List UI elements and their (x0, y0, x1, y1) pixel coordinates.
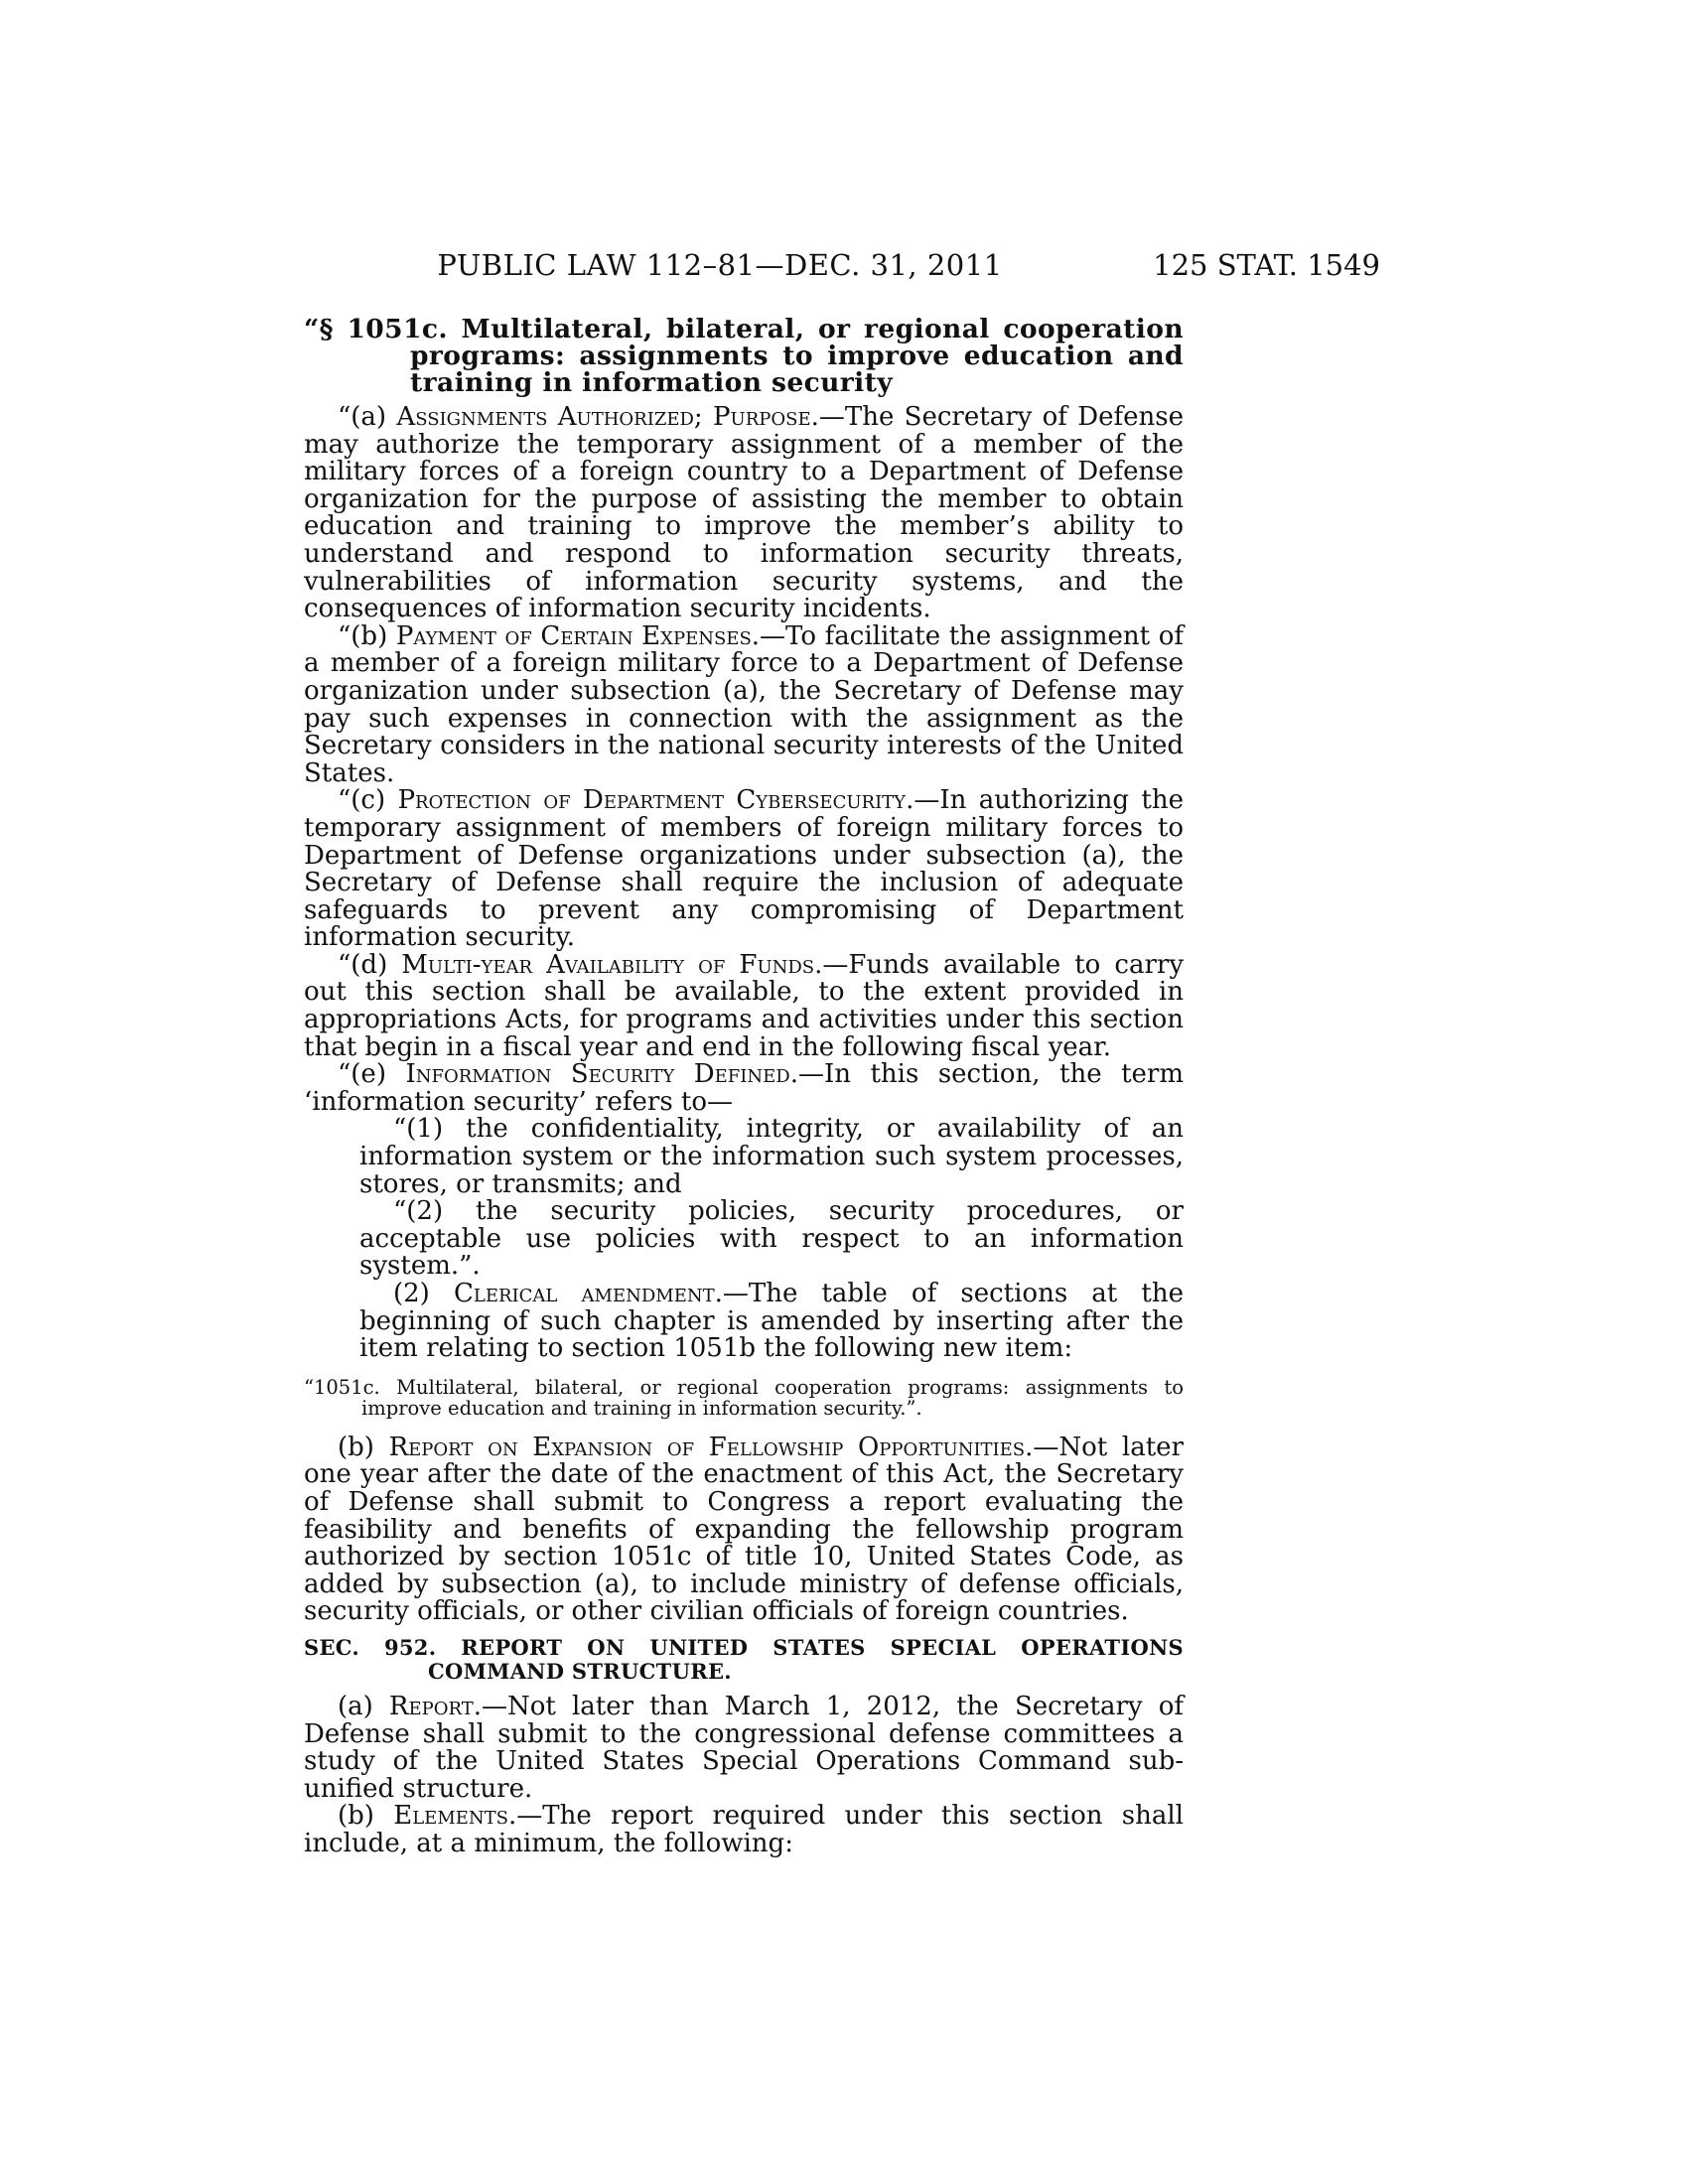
statute-page-number: 125 STAT. 1549 (1153, 248, 1380, 282)
document-body (304, 316, 1184, 1858)
section-952-title: SEC. 952. REPORT ON UNITED STATES SPECIAL OPERATIONS COMMAND STRUCTURE. (304, 1634, 1184, 1684)
report-fellowship-opportunities: (b) Report on Expansion of Fellowship Opportunities.—Not later one year after the date of the enactment of this Act, the Secretary of Defense shall submit to Congress a report evaluating the feasibility and benefits of expanding the fellowship program authorized by section 1051c of title 10, United States Code, as added by subsection (a), to include ministry of defense officials, security officials, or other civilian officials of foreign countries. (304, 1432, 1184, 1627)
paragraph-e2: “(2) the security policies, security procedures, or acceptable use policies with respect to an information system.”. (359, 1196, 1184, 1282)
subsection-c-cybersecurity: “(c) Protection of Department Cybersecurity.—In authorizing the temporary assignment of members of foreign military forces to Department of Defense organizations under subsection (a), the Secretary of Defense shall require the inclusion of adequate safeguards to prevent any compromising of Department information security. (304, 785, 1185, 953)
table-of-sections-item: “1051c. Multilateral, bilateral, or regional cooperation programs: assignments to improve education and training in information security.”. (304, 1375, 1184, 1420)
clerical-amendment: (2) Clerical amendment.—The table of sections at the beginning of such chapter is amended by inserting after the item relating to section 1051b the following new item: (359, 1279, 1184, 1364)
page-header (417, 248, 1380, 288)
section-952-subsection-b: (b) Elements.—The report required under this section shall include, at a minimum, the following: (304, 1801, 1184, 1858)
subsection-e-definition: “(e) Information Security Defined.—In this section, the term ‘information security’ refers to— (304, 1059, 1185, 1117)
subsection-a-assignments: “(a) Assignments Authorized; Purpose.—The Secretary of Defense may authorize the temporary assignment of a member of the military forces of a foreign country to a Department of Defense organization for the purpose of assisting the member to obtain education and training to improve the member’s ability to understand and respond to information security threats, vulnerabilities of information security systems, and the consequences of information security incidents. (304, 402, 1184, 624)
section-952-subsection-a: (a) Report.—Not later than March 1, 2012, the Secretary of Defense shall submit to the congressional defense committees a study of the United States Special Operations Command sub-unified structure. (304, 1691, 1184, 1804)
public-law-citation: PUBLIC LAW 112–81—DEC. 31, 2011 (437, 248, 1003, 282)
paragraph-e1: “(1) the confidentiality, integrity, or availability of an information system or the information such system processes, stores, or transmits; and (359, 1114, 1184, 1199)
subsection-d-funds: “(d) Multi-year Availability of Funds.—Funds available to carry out this section shall be available, to the extent provided in appropriations Acts, for programs and activities under this section that begin in a fiscal year and end in the following fiscal year. (304, 949, 1185, 1062)
subsection-b-payment: “(b) Payment of Certain Expenses.—To facilitate the assignment of a member of a foreign military force to a Department of Defense organization under subsection (a), the Secretary of Defense may pay such expenses in connection with the assignment as the Secretary considers in the national security interests of the United States. (304, 620, 1184, 788)
section-1051c-heading: “§ 1051c. Multilateral, bilateral, or regional cooperation programs: assignments to improve education and training in information security (304, 314, 1184, 398)
